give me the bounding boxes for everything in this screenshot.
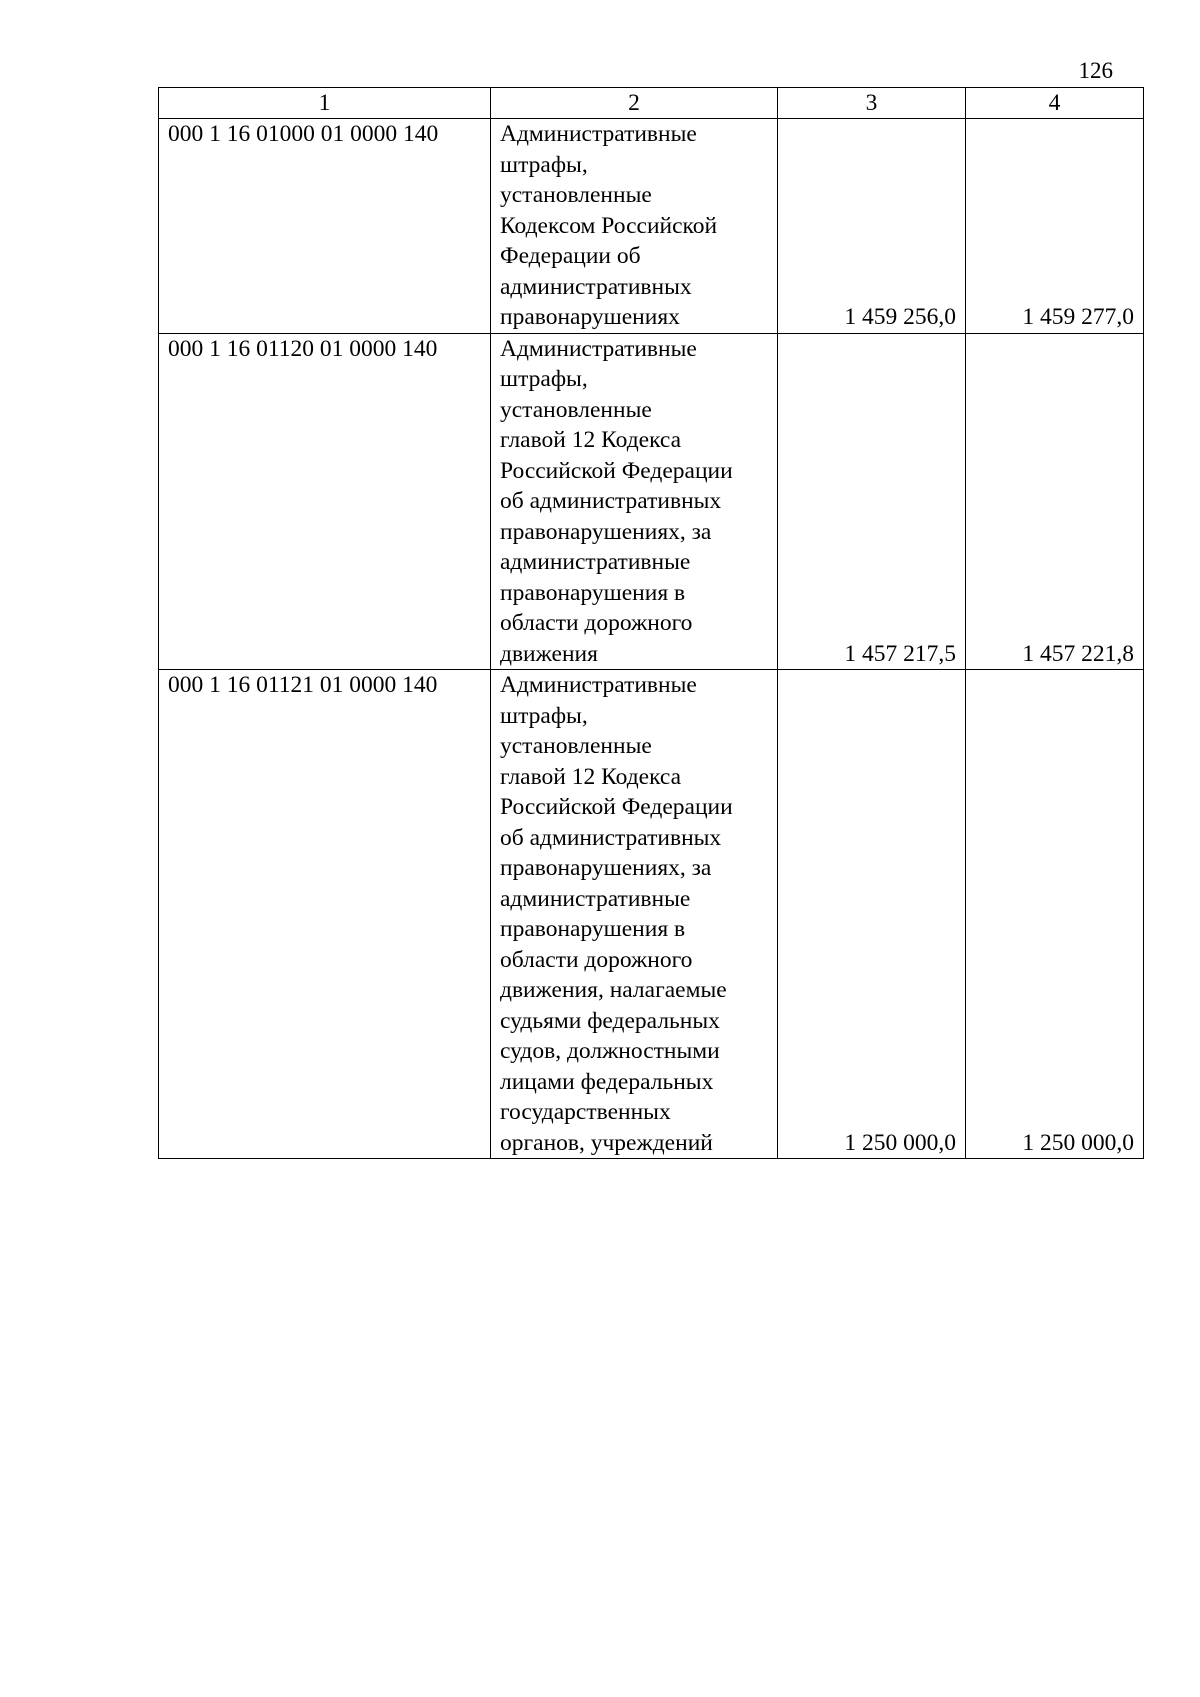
header-col-2: 2 <box>491 88 778 119</box>
page-number: 126 <box>1078 58 1113 83</box>
description-line: административные <box>500 885 691 912</box>
description-line: судьями федеральных <box>500 1007 720 1034</box>
description-line: установленные <box>500 733 652 759</box>
description-line: главой 12 Кодекса <box>500 427 682 453</box>
amount-col-3: 1 250 000,0 <box>778 670 966 1159</box>
description-line: правонарушения в <box>500 579 686 606</box>
description-line: судов, должностными <box>500 1038 720 1064</box>
description-line: лицами федеральных <box>500 1068 714 1095</box>
description-line: главой 12 Кодекса <box>500 763 682 790</box>
description-line: правонарушениях, за <box>500 518 712 545</box>
description-cell <box>491 119 778 334</box>
table-row <box>159 119 1144 334</box>
description-line: Российской Федерации <box>500 794 733 820</box>
description-line: штрафы, <box>500 366 588 392</box>
amount-col-4: 1 459 277,0 <box>966 119 1144 334</box>
description-line: Федерации об <box>500 243 641 269</box>
description-line: административные <box>500 549 691 575</box>
description-line: об административных <box>500 824 722 851</box>
code-cell: 000 1 16 01000 01 0000 140 <box>159 119 491 334</box>
description-cell <box>491 333 778 670</box>
description-line: области дорожного <box>500 610 693 636</box>
description-line: государственных <box>500 1099 671 1125</box>
amount-col-4: 1 250 000,0 <box>966 670 1144 1159</box>
header-col-4: 4 <box>966 88 1144 119</box>
description-line: установленные <box>500 182 652 208</box>
description-line: штрафы, <box>500 702 588 729</box>
description-cell <box>491 670 778 1159</box>
table-row <box>159 670 1144 1159</box>
amount-col-4: 1 457 221,8 <box>966 333 1144 670</box>
description-line: Российской Федерации <box>500 457 733 484</box>
description-line: штрафы, <box>500 151 588 178</box>
description-line: Административные <box>500 335 697 362</box>
description-line: правонарушениях <box>500 304 680 330</box>
description-line: органов, учреждений <box>500 1129 713 1156</box>
description-line: правонарушения в <box>500 916 686 942</box>
description-line: об административных <box>500 488 722 514</box>
description-line: административных <box>500 273 692 300</box>
amount-col-3: 1 457 217,5 <box>778 333 966 670</box>
description-line: движения, налагаемые <box>500 977 727 1003</box>
description-line: Административные <box>500 121 697 147</box>
header-row <box>159 88 1144 119</box>
description-line: Кодексом Российской <box>500 212 718 239</box>
code-cell: 000 1 16 01121 01 0000 140 <box>159 670 491 1159</box>
description-line: установленные <box>500 396 652 423</box>
description-line: движения <box>500 640 598 667</box>
code-cell: 000 1 16 01120 01 0000 140 <box>159 333 491 670</box>
budget-table <box>158 87 1144 1159</box>
description-line: области дорожного <box>500 946 693 973</box>
description-line: правонарушениях, за <box>500 855 712 881</box>
header-col-3: 3 <box>778 88 966 119</box>
description-line: Административные <box>500 672 697 698</box>
table-row <box>159 333 1144 670</box>
amount-col-3: 1 459 256,0 <box>778 119 966 334</box>
header-col-1: 1 <box>159 88 491 119</box>
